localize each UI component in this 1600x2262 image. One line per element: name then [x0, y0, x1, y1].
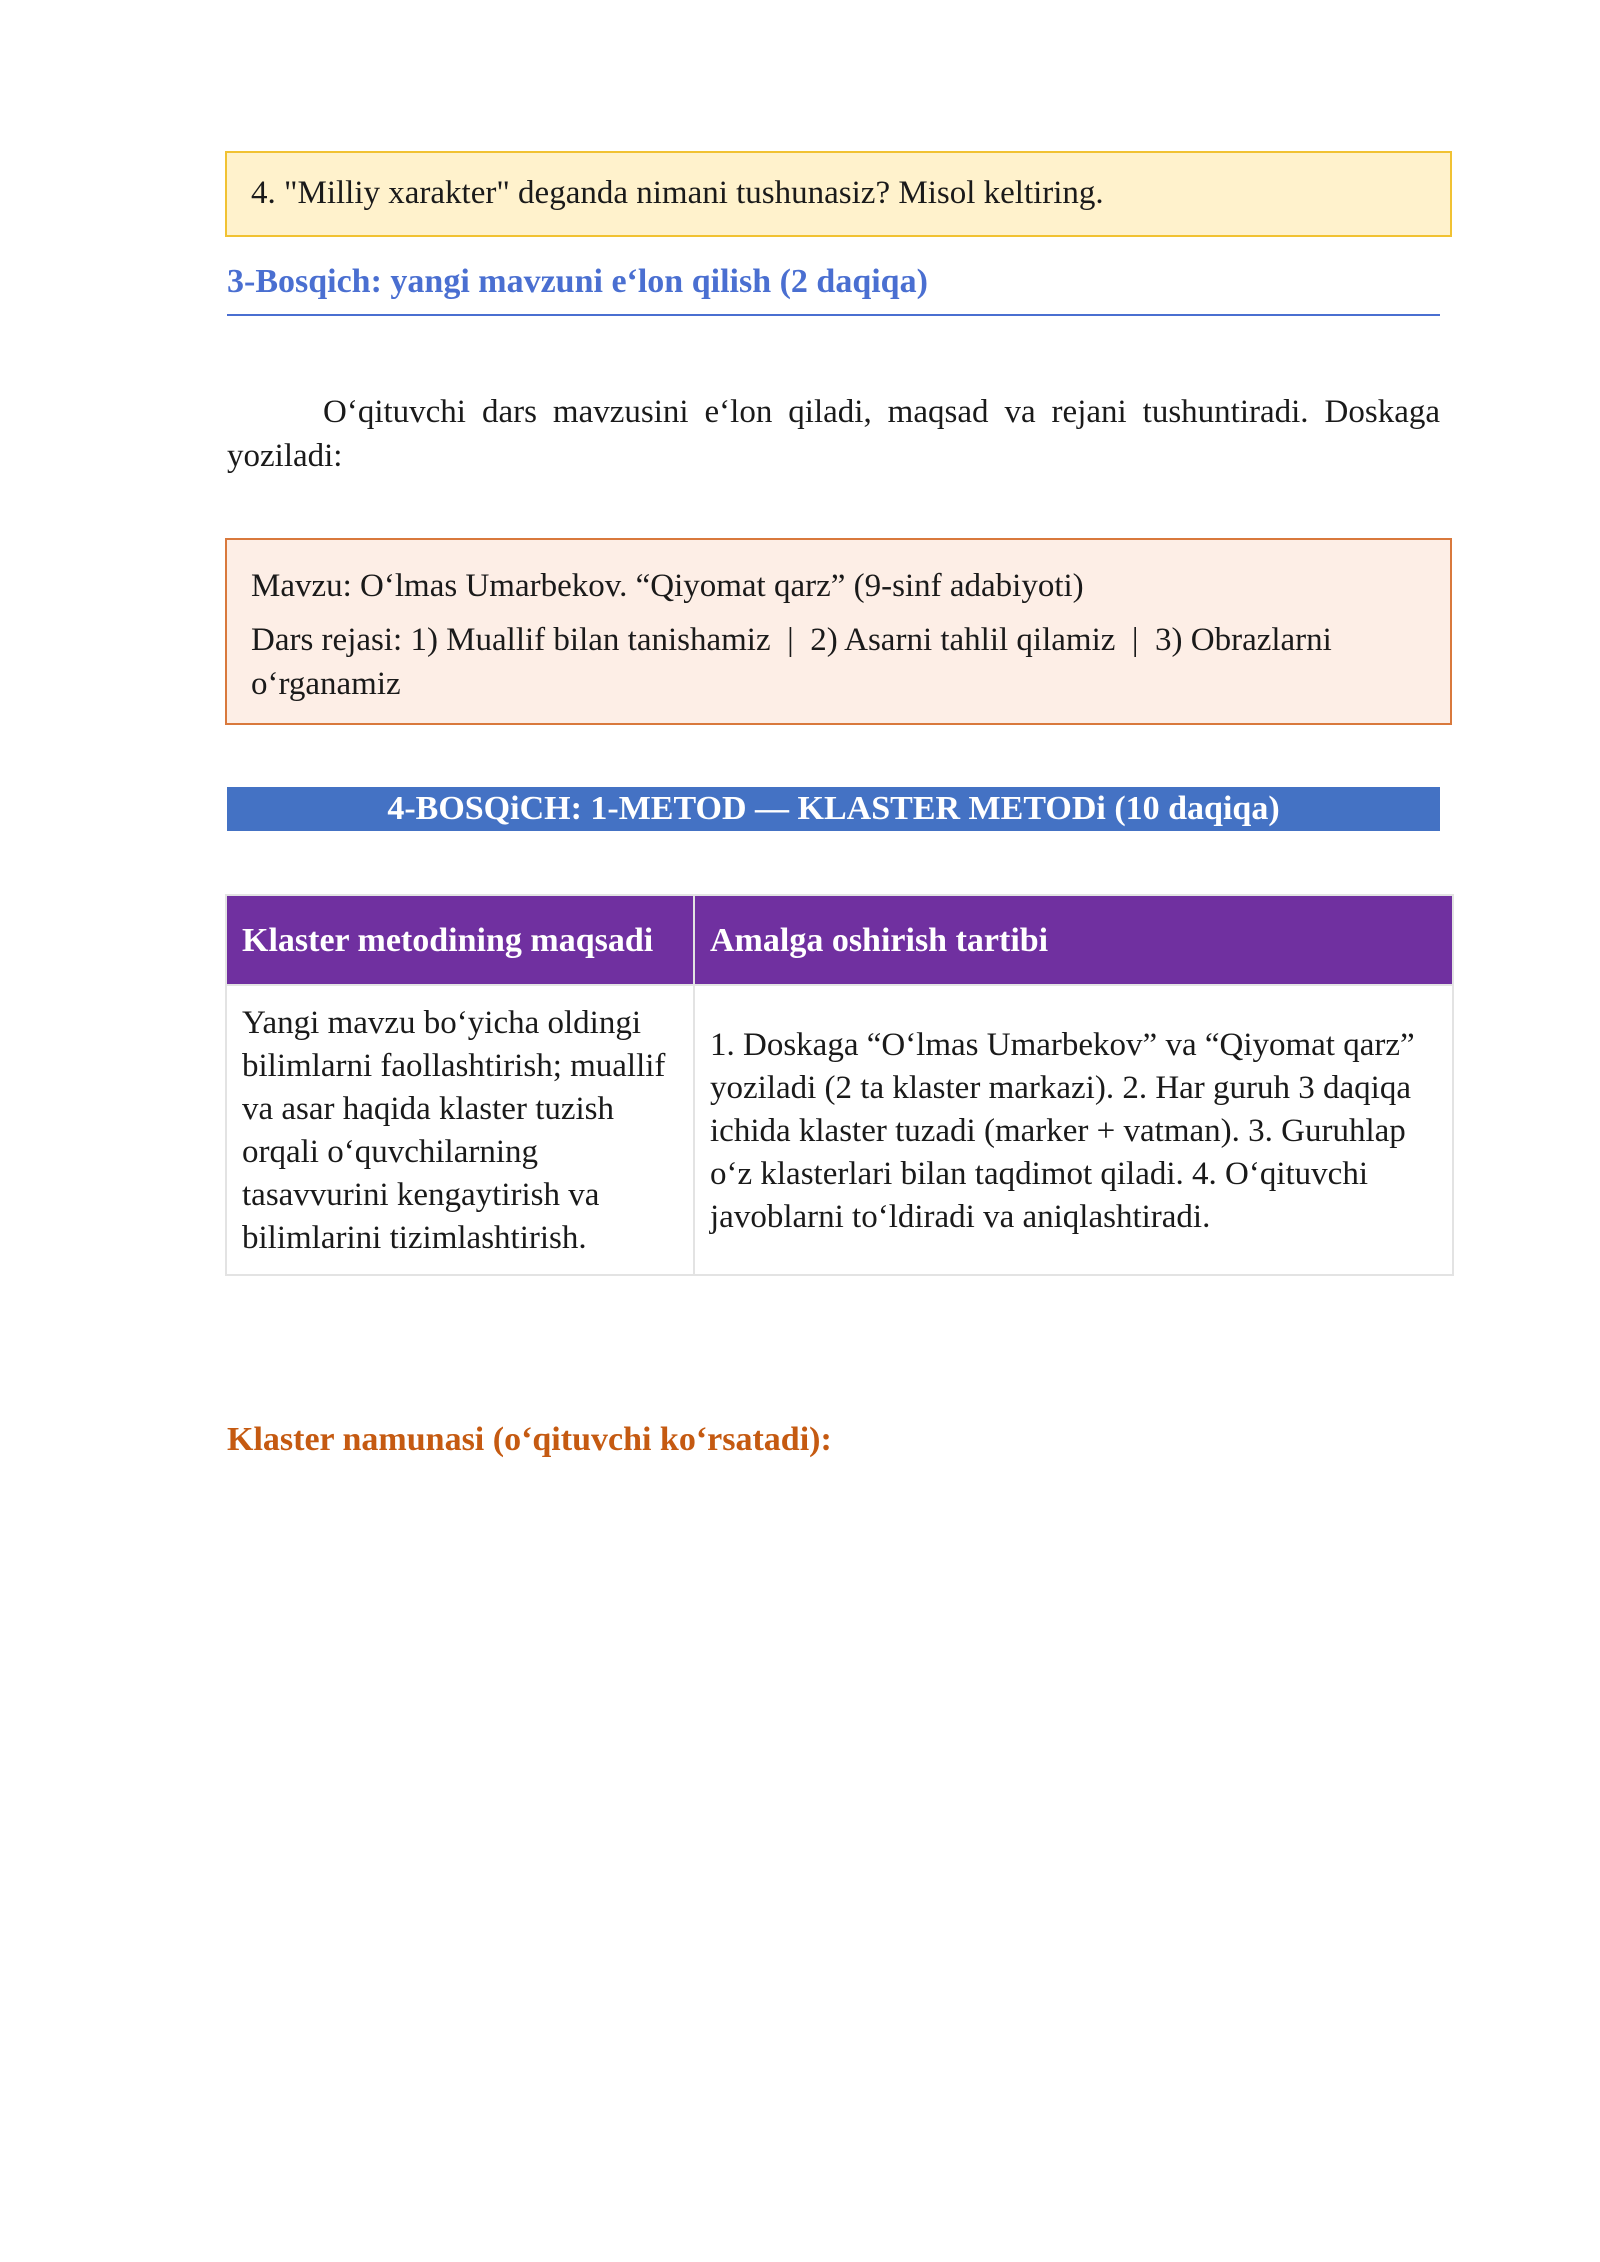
question-text: 4. "Milliy xarakter" deganda nimani tushunasiz? Misol keltiring.: [251, 175, 1104, 211]
header-cell-procedure: Amalga oshirish tartibi: [694, 895, 1453, 985]
cluster-sample-heading: Klaster namunasi (o‘qituvchi ko‘rsatadi):: [227, 1421, 832, 1458]
stage4-banner: 4-BOSQiCH: 1-METOD — KLASTER METODi (10 daqiqa): [227, 787, 1440, 831]
cell-procedure: 1. Doskaga “O‘lmas Umarbekov” va “Qiyomat qarz” yoziladi (2 ta klaster markazi). 2. Har guruh 3 daqiqa ichida klaster tuzadi (marker + vatman). 3. Guruhlap o‘z klasterlari bilan taqdimot qiladi. 4. O‘qituvchi javoblarni to‘ldiradi va aniqlashtiradi.: [694, 985, 1453, 1275]
topic-box: [225, 538, 1452, 725]
lesson-plan-line: Dars rejasi: 1) Muallif bilan tanishamiz | 2) Asarni tahlil qilamiz | 3) Obrazlarni o‘rganamiz: [251, 622, 1341, 702]
stage3-heading: 3-Bosqich: yangi mavzuni e‘lon qilish (2 daqiqa): [227, 262, 1440, 316]
question-box: [225, 151, 1452, 237]
stage3-paragraph: [227, 390, 1440, 478]
header-cell-goal: Klaster metodining maqsadi: [226, 895, 694, 985]
table-row: [226, 985, 1453, 1275]
stage3-paragraph-text: O‘qituvchi dars mavzusini e‘lon qiladi, maqsad va rejani tushuntiradi. Doskaga yoziladi:: [227, 394, 1440, 474]
method-table: [225, 894, 1454, 1276]
topic-line: Mavzu: O‘lmas Umarbekov. “Qiyomat qarz” (9-sinf adabiyoti): [251, 568, 1084, 604]
table-header-row: [226, 895, 1453, 985]
cell-goal: Yangi mavzu bo‘yicha oldingi bilimlarni faollashtirish; muallif va asar haqida klaster tuzish orqali o‘quvchilarning tasavvurini kengaytirish va bilimlarini tizimlashtirish.: [226, 985, 694, 1275]
